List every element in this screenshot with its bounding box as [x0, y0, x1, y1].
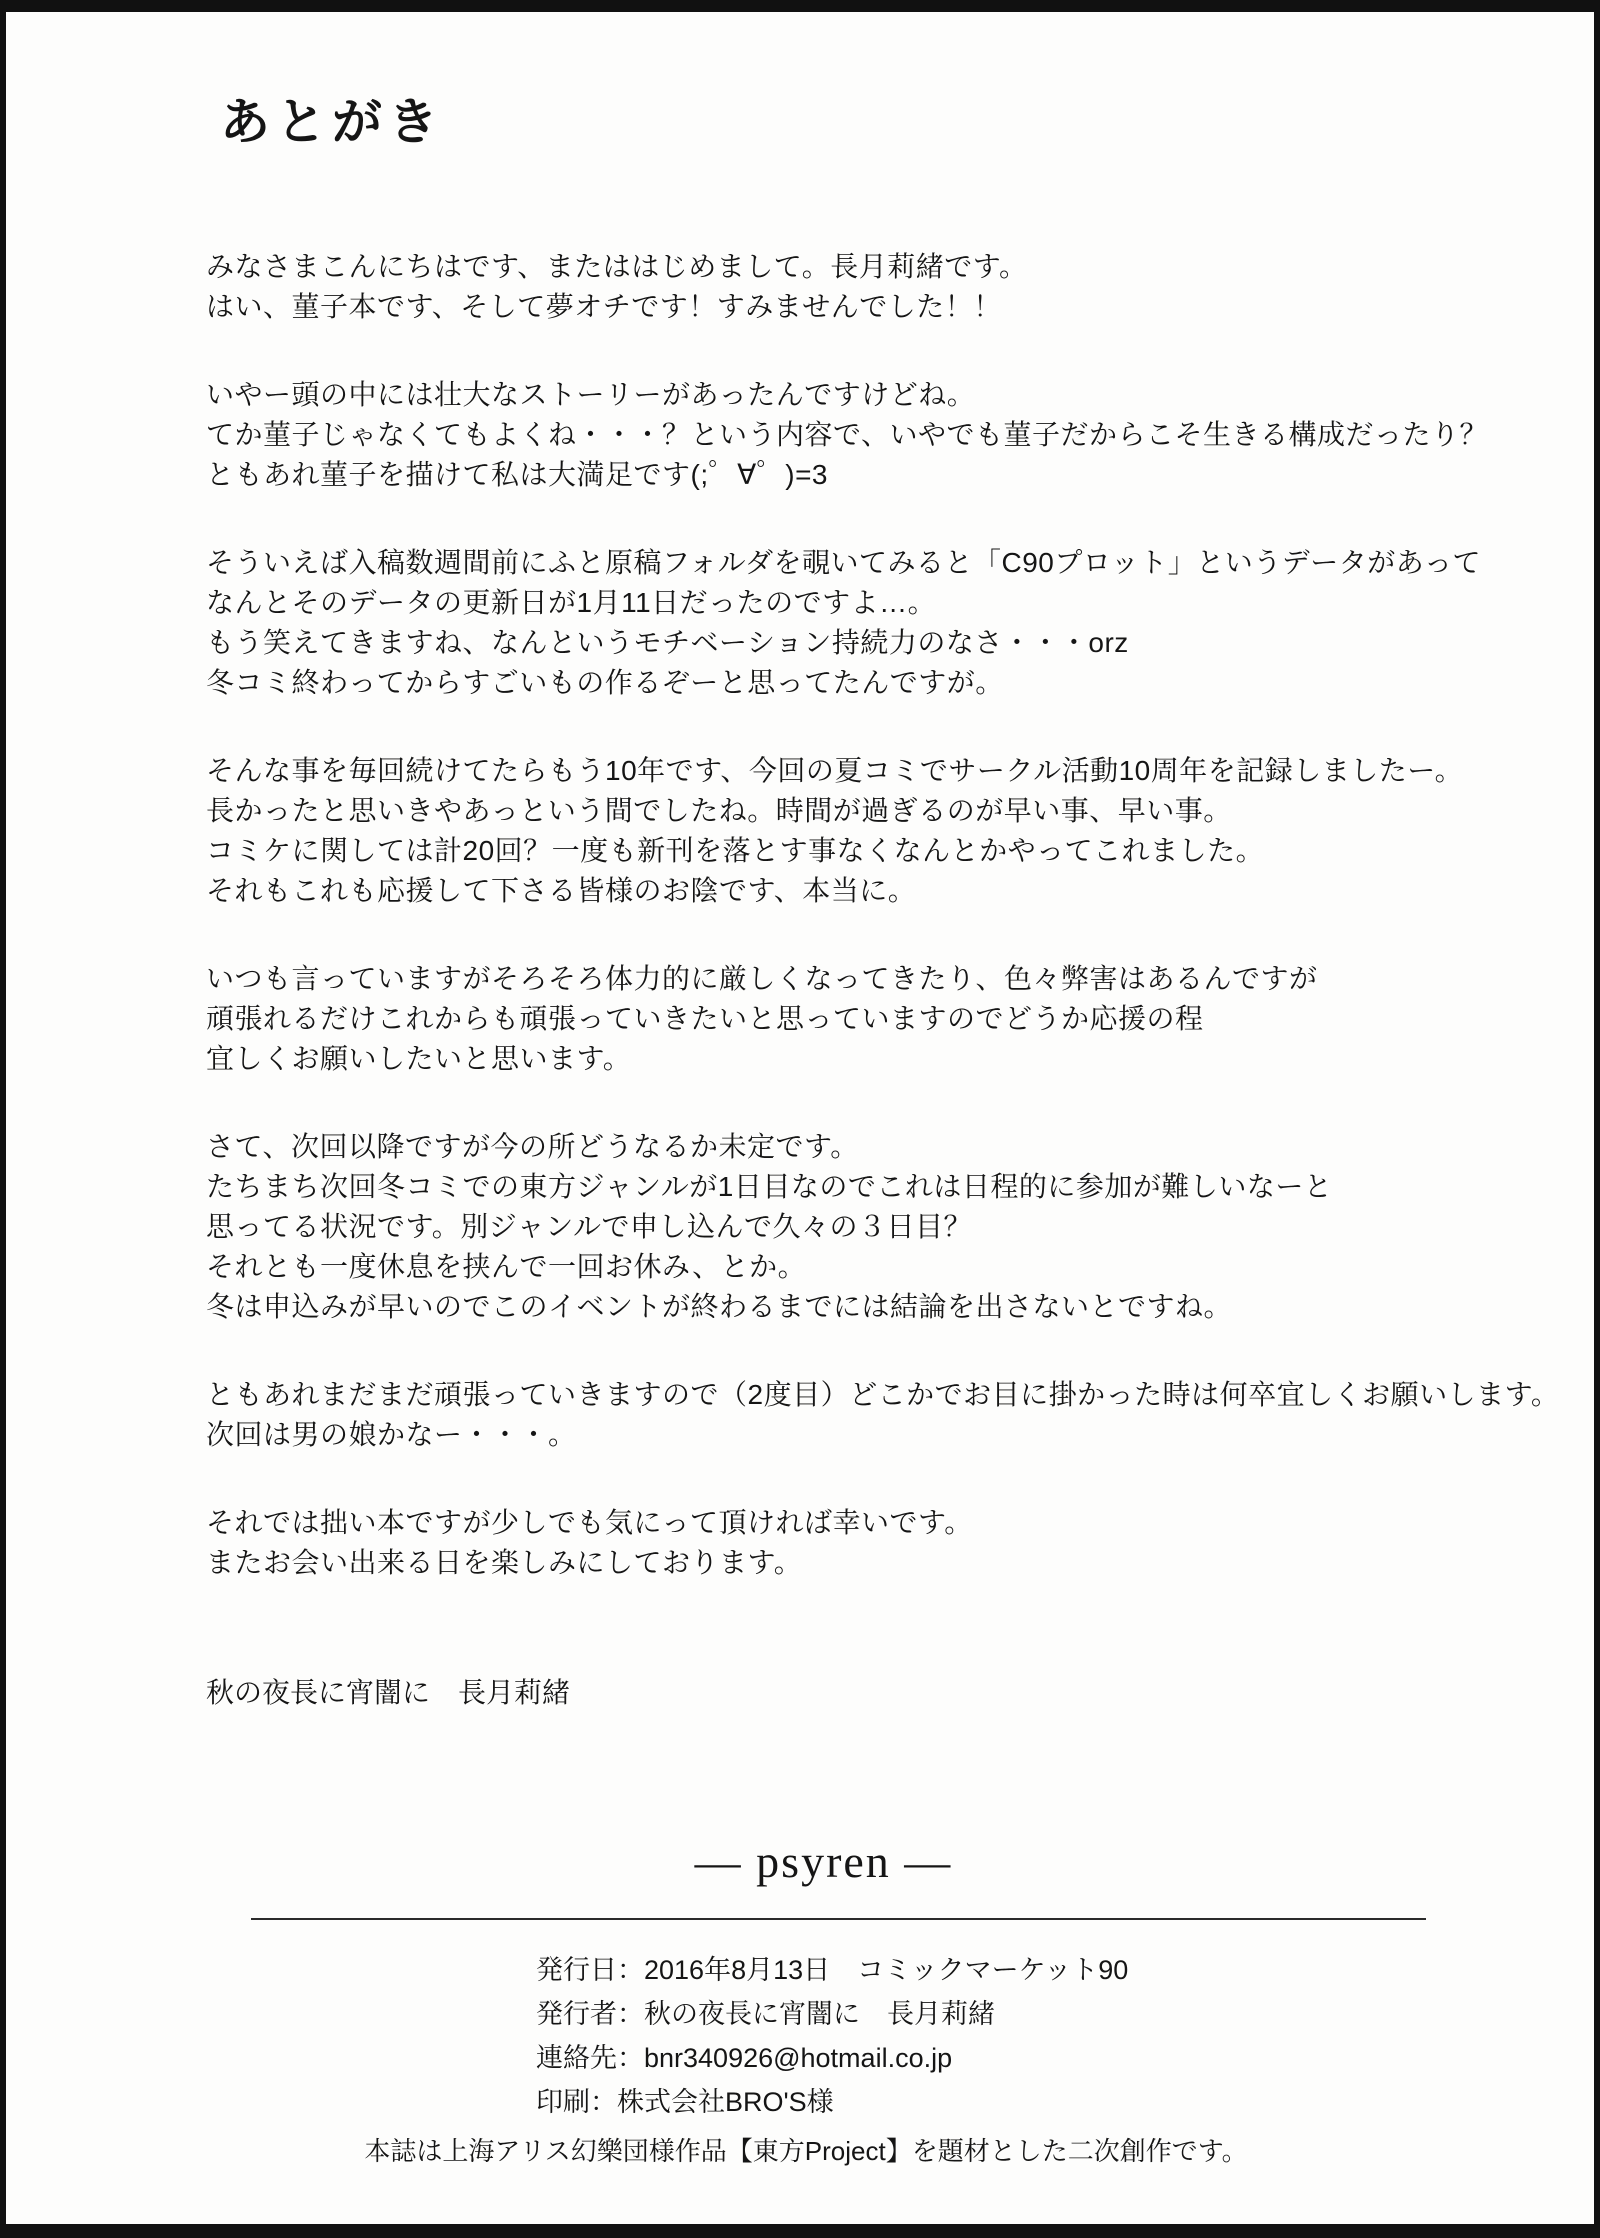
body-line: さて、次回以降ですが今の所どうなるか未定です。 — [206, 1131, 859, 1162]
publisher: 発行者：秋の夜長に宵闇に 長月莉緒 — [536, 1999, 995, 2029]
circle-name: — psyren — — [694, 1836, 953, 1887]
body-line: それもこれも応援して下さる皆様のお陰です、本当に。 — [206, 875, 917, 906]
afterword-paragraph — [206, 247, 1566, 327]
body-line: 冬コミ終わってからすごいもの作るぞーと思ってたんですが。 — [206, 667, 1004, 698]
signature-line: 秋の夜長に宵闇に 長月莉緒 — [206, 1677, 571, 1708]
body-line: はい、菫子本です、そして夢オチです！すみませんでした！！ — [206, 291, 1002, 322]
body-line: ともあれ菫子を描けて私は大満足です(;゜∀゜)=3 — [206, 459, 829, 490]
body-line: たちまち次回冬コミでの東方ジャンルが1日目なのでこれは日程的に参加が難しいなーと — [206, 1171, 1333, 1202]
body-line: そんな事を毎回続けてたらもう10年です、今回の夏コミでサークル活動10周年を記録しましたー。 — [206, 755, 1464, 786]
body-line: 思ってる状況です。別ジャンルで申し込んで久々の３日目？ — [206, 1211, 973, 1242]
disclaimer: 本誌は上海アリス幻樂団様作品【東方Project】を題材とした二次創作です。 — [364, 2136, 1248, 2166]
body-line: それとも一度休息を挟んで一回お休み、とか。 — [206, 1251, 807, 1282]
body-line: いやー頭の中には壮大なストーリーがあったんですけどね。 — [206, 379, 976, 410]
body-line: コミケに関しては計20回？一度も新刊を落とす事なくなんとかやってこれました。 — [206, 835, 1265, 866]
body-line: 冬は申込みが早いのでこのイベントが終わるまでには結論を出さないとですね。 — [206, 1291, 1233, 1322]
body-line: もう笑えてきますね、なんというモチベーション持続力のなさ・・・orz — [206, 627, 1129, 658]
body-line: なんとそのデータの更新日が1月11日だったのですよ…。 — [206, 587, 937, 618]
body-line: みなさまこんにちはです、またははじめまして。長月莉緒です。 — [206, 251, 1028, 282]
body-line: てか菫子じゃなくてもよくね・・・？という内容で、いやでも菫子だからこそ生きる構成だったり？ — [206, 419, 1488, 450]
colophon-entries — [536, 1948, 1128, 2124]
publish-date: 発行日：2016年8月13日 コミックマーケット90 — [536, 1955, 1129, 1985]
body-line: それでは拙い本ですが少しでも気にって頂ければ幸いです。 — [206, 1507, 973, 1538]
body-line: ともあれまだまだ頑張っていきますので（2度目）どこかでお目に掛かった時は何卒宜しくお願いします。 — [206, 1379, 1560, 1410]
contact-email: 連絡先：bnr340926@hotmail.co.jp — [536, 2043, 953, 2073]
afterword-paragraph — [206, 1127, 1566, 1327]
body-line: 次回は男の娘かなー・・・。 — [206, 1419, 577, 1450]
afterword-paragraph — [206, 1503, 1566, 1583]
page-title: あとがき — [220, 94, 444, 150]
afterword-paragraph — [206, 751, 1566, 911]
body-line: 頑張れるだけこれからも頑張っていきたいと思っていますのでどうか応援の程 — [206, 1003, 1204, 1034]
body-line: いつも言っていますがそろそろ体力的に厳しくなってきたり、色々弊害はあるんですが — [206, 963, 1318, 994]
afterword-body — [206, 94, 1566, 1713]
body-line: 長かったと思いきやあっという間でしたね。時間が過ぎるのが早い事、早い事。 — [206, 795, 1232, 826]
body-line: またお会い出来る日を楽しみにしております。 — [206, 1547, 803, 1578]
afterword-paragraph — [206, 375, 1566, 495]
body-line: そういえば入稿数週間前にふと原稿フォルダを覗いてみると「C90プロット」というデータがあって — [206, 547, 1482, 578]
divider-line — [251, 1918, 1426, 1920]
colophon — [6, 1832, 1600, 2166]
afterword-paragraph — [206, 959, 1566, 1079]
printer: 印刷：株式会社BRO'S様 — [536, 2087, 834, 2117]
body-line: 宜しくお願いしたいと思います。 — [206, 1043, 632, 1074]
afterword-paragraph — [206, 543, 1566, 703]
afterword-paragraph — [206, 1375, 1566, 1455]
